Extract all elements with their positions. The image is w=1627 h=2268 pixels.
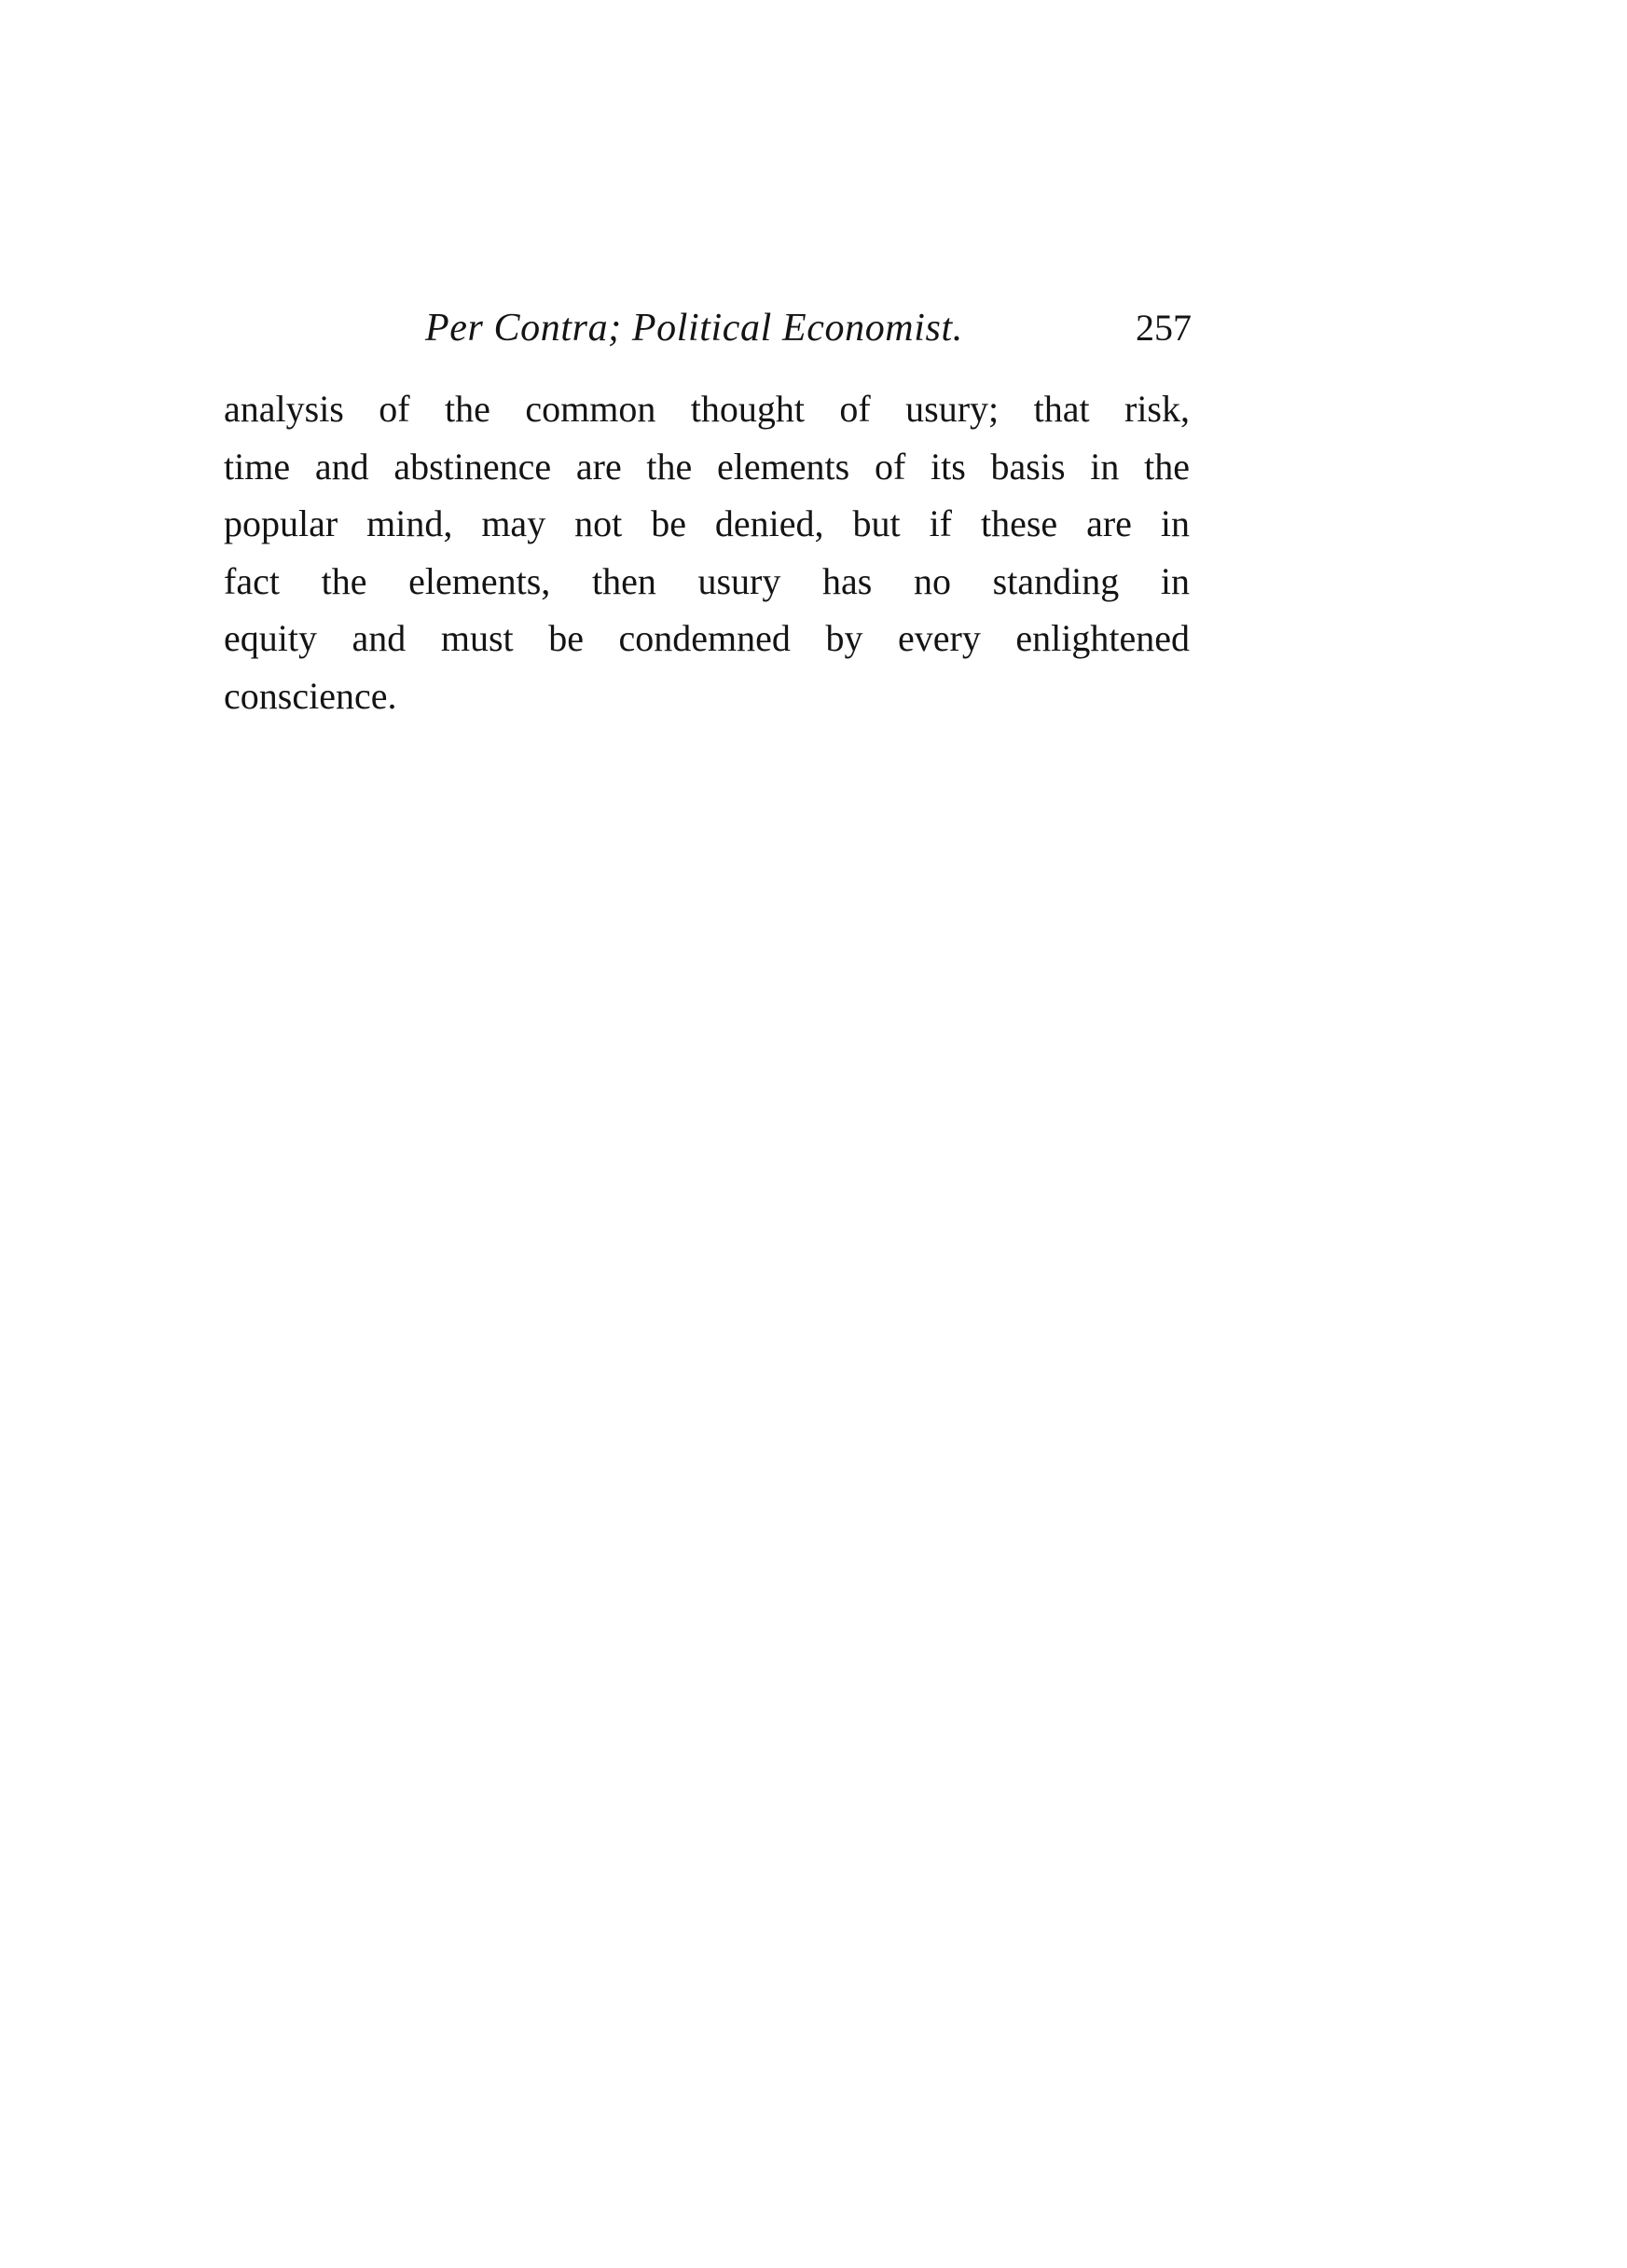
text-line: popular mind, may not be denied, but if these are in: [224, 502, 1190, 544]
running-title: Per Contra; Political Economist.: [425, 307, 963, 350]
running-head: [224, 300, 1192, 356]
page-number: 257: [1136, 307, 1192, 349]
body-paragraph: [224, 380, 1190, 724]
text-line: analysis of the common thought of usury; that risk,: [224, 388, 1190, 430]
text-line: time and abstinence are the elements of its basis in the: [224, 445, 1190, 488]
text-line: equity and must be condemned by every enlightened: [224, 617, 1190, 659]
text-line: fact the elements, then usury has no standing in: [224, 559, 1190, 602]
text-line: conscience.: [224, 674, 397, 717]
